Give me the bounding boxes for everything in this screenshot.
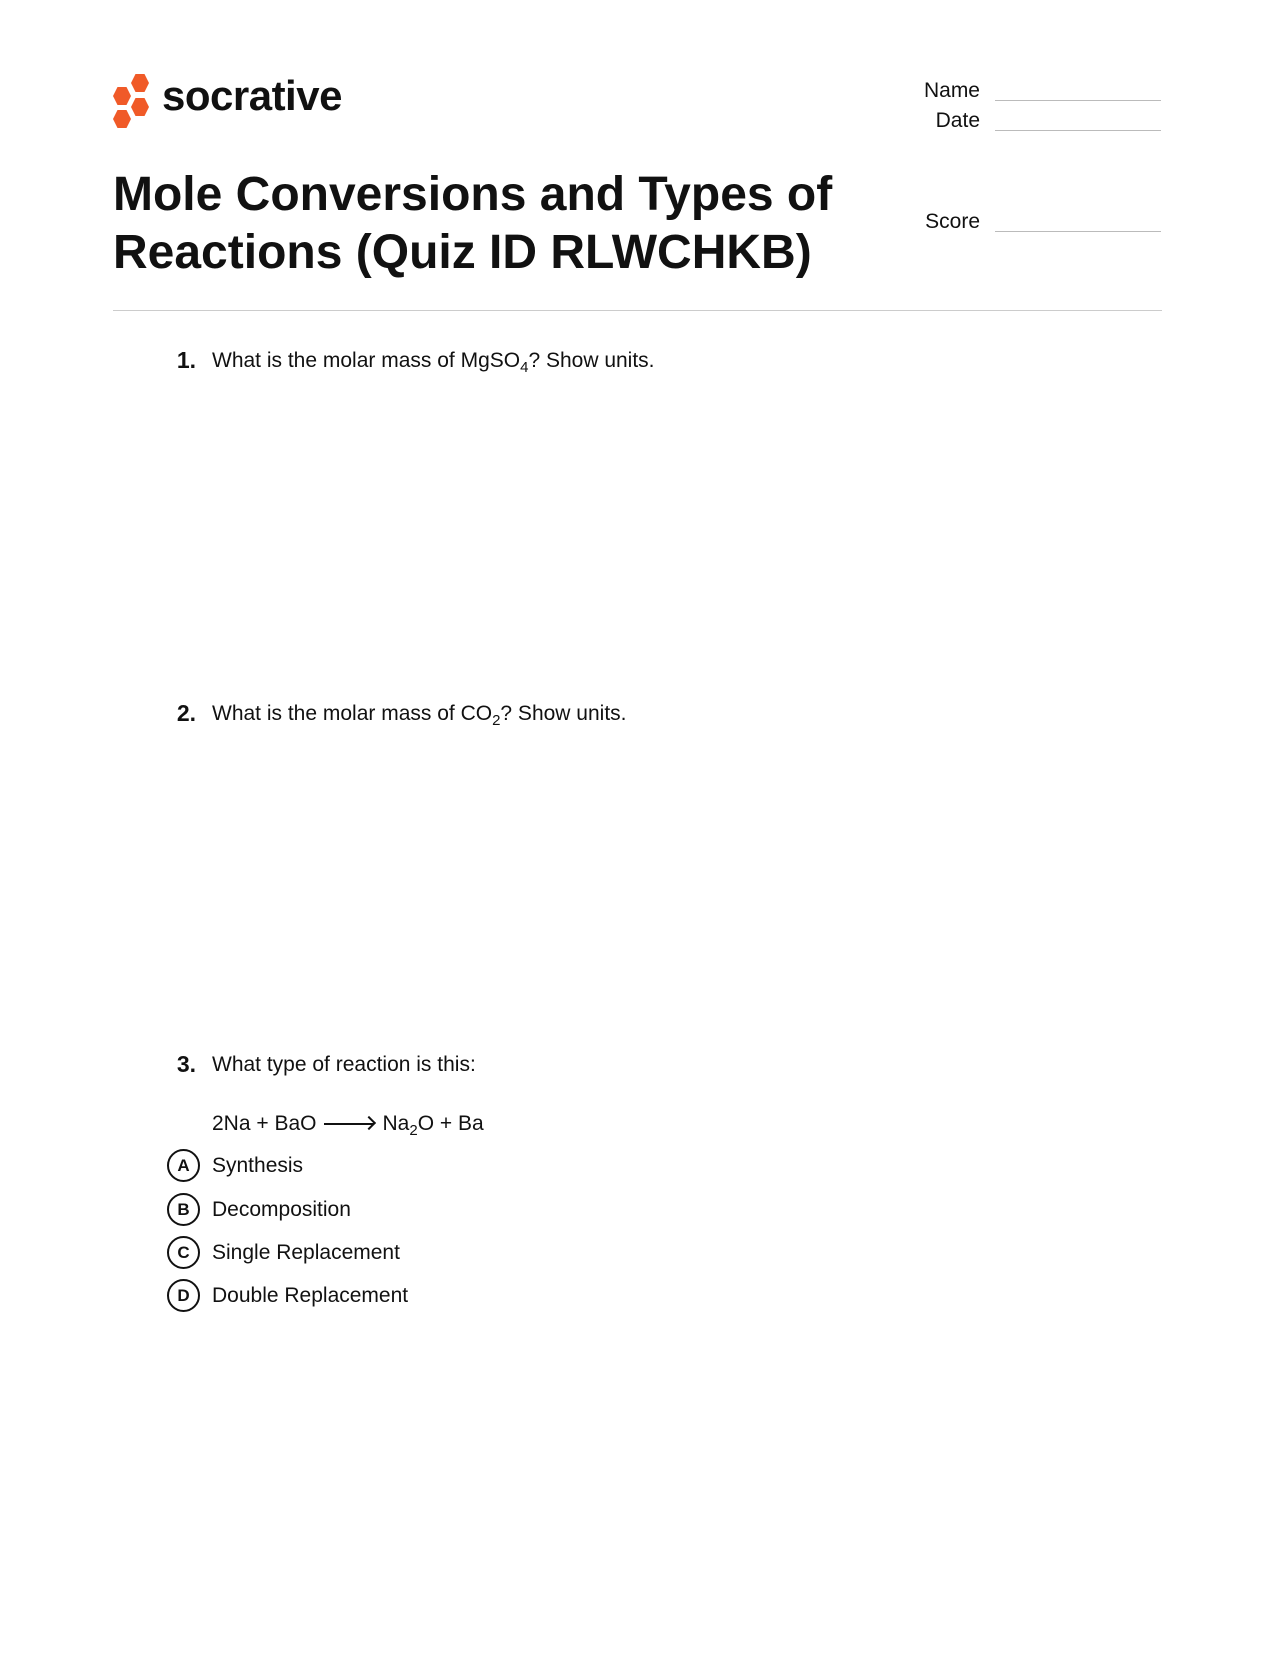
- logo-icon: [113, 74, 153, 124]
- divider: [113, 310, 1162, 311]
- question-text: What type of reaction is this:: [212, 1053, 476, 1076]
- option-a-text: Synthesis: [212, 1154, 304, 1177]
- date-line[interactable]: [995, 130, 1161, 131]
- option-d-bubble[interactable]: D: [167, 1279, 200, 1312]
- score-line[interactable]: [995, 231, 1161, 232]
- question-text: What is the molar mass of $CO_2$? Show units.: [212, 702, 627, 729]
- option-b-bubble[interactable]: B: [167, 1193, 200, 1226]
- logo-text: socrative: [162, 72, 342, 119]
- name-line[interactable]: [995, 100, 1161, 101]
- question-number: 2.: [176, 700, 196, 726]
- question-text: What is the molar mass of MgSO$_4$? Show units.: [212, 349, 655, 376]
- option-b-text: Decomposition: [212, 1198, 351, 1221]
- score-label: Score: [925, 210, 980, 233]
- question-number: 3.: [176, 1051, 196, 1077]
- arrow-icon: [324, 1123, 374, 1125]
- option-c-bubble[interactable]: C: [167, 1236, 200, 1269]
- option-a-bubble[interactable]: A: [167, 1149, 200, 1182]
- page-title: Mole Conversions and Types of Reactions (Quiz ID RLWCHKB): [113, 168, 833, 279]
- option-d-text: Double Replacement: [212, 1284, 409, 1307]
- name-label: Name: [923, 79, 980, 102]
- reaction-equation: 2Na + BaO $Na_2O + Ba$: [212, 1112, 484, 1139]
- date-label: Date: [935, 109, 980, 132]
- option-c-text: Single Replacement: [212, 1241, 400, 1264]
- question-number: 1.: [176, 347, 196, 373]
